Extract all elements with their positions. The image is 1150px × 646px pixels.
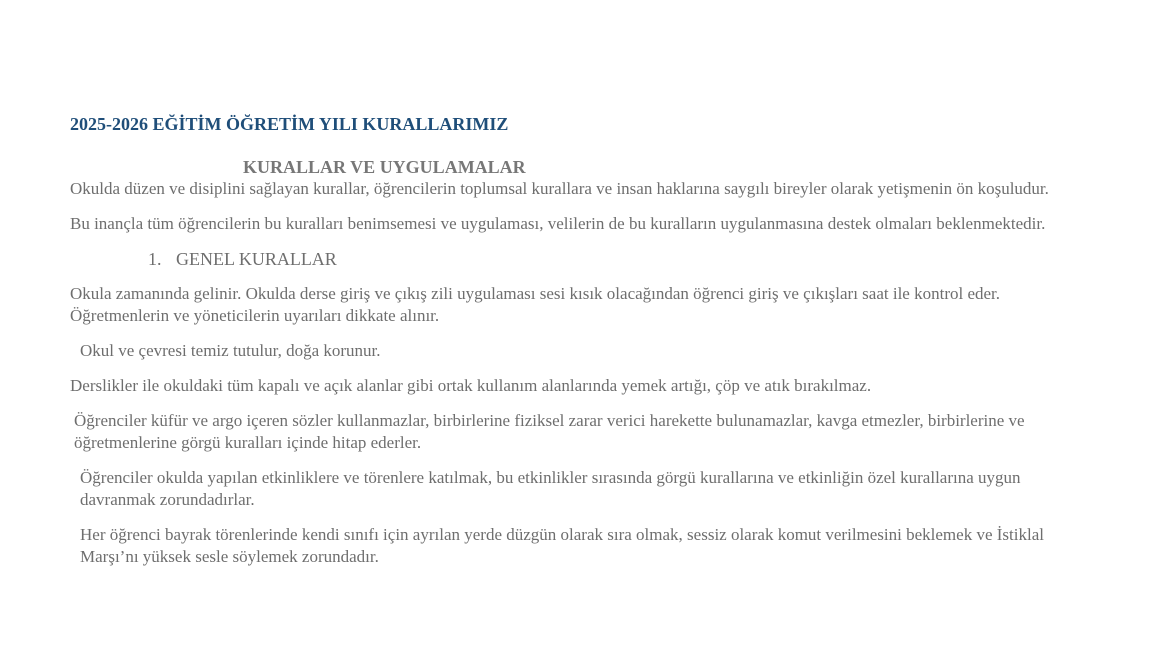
intro-paragraph: Bu inançla tüm öğrencilerin bu kuralları benimsemesi ve uygulaması, velilerin de bu kuralların uygulanmasına destek olmaları beklenmektedir.	[70, 214, 1046, 233]
document-title: 2025-2026 EĞİTİM ÖĞRETİM YILI KURALLARIMIZ	[70, 114, 509, 134]
document-page	[70, 112, 1090, 581]
section-heading	[148, 248, 1090, 270]
document-subtitle: KURALLAR VE UYGULAMALAR	[243, 157, 526, 177]
rule-paragraph: Derslikler ile okuldaki tüm kapalı ve açık alanlar gibi ortak kullanım alanlarında yemek artığı, çöp ve atık bırakılmaz.	[70, 376, 872, 395]
rule-paragraph: Okula zamanında gelinir. Okulda derse giriş ve çıkış zili uygulaması sesi kısık olacağından öğrenci giriş ve çıkışları saat ile kontrol eder. Öğretmenlerin ve yöneticilerin uyarıları dikkate alınır.	[70, 284, 1001, 325]
section-title: GENEL KURALLAR	[176, 249, 337, 269]
section-number: 1.	[148, 249, 162, 269]
rule-paragraph: Her öğrenci bayrak törenlerinde kendi sınıfı için ayrılan yerde düzgün olarak sıra olmak, sessiz olarak komut verilmesini beklemek ve İstiklal Marşı’nı yüksek sesle söylemek zorundadır.	[80, 525, 1044, 566]
rule-paragraph: Öğrenciler küfür ve argo içeren sözler kullanmazlar, birbirlerine fiziksel zarar verici harekette bulunamazlar, kavga etmezler, birbirlerine ve öğretmenlerine görgü kuralları içinde hitap ederler.	[74, 411, 1025, 452]
rule-paragraph: Öğrenciler okulda yapılan etkinliklere ve törenlere katılmak, bu etkinlikler sırasında görgü kurallarına ve etkinliğin özel kurallarına uygun davranmak zorundadırlar.	[80, 468, 1021, 509]
intro-paragraph: Okulda düzen ve disiplini sağlayan kurallar, öğrencilerin toplumsal kurallara ve insan haklarına saygılı bireyler olarak yetişmenin ön koşuludur.	[70, 179, 1049, 198]
rule-paragraph: Okul ve çevresi temiz tutulur, doğa korunur.	[80, 341, 381, 360]
